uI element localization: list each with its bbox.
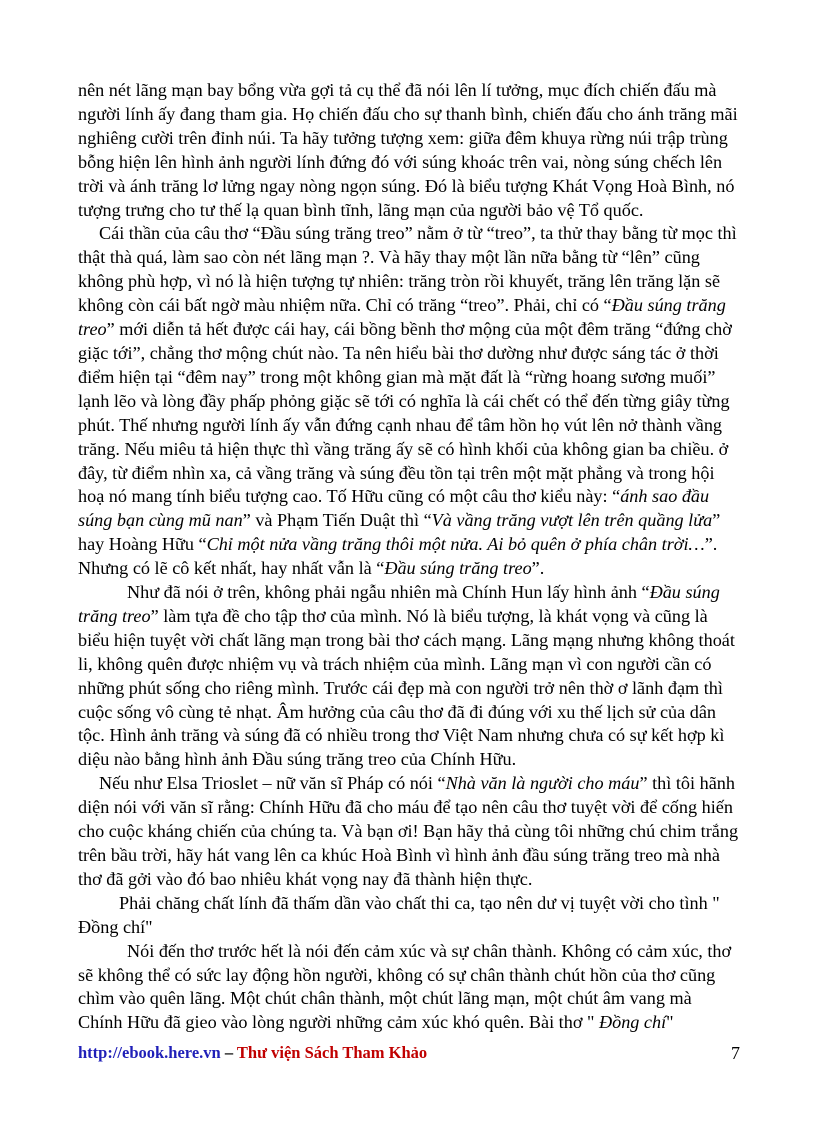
paragraph — [78, 581, 740, 772]
text-run: ” thì tôi hãnh diện nói với văn sĩ rằng: Chính Hữu đã cho máu để tạo nên câu thơ tuyệt vời để cống hiến cho cuộc kháng chiến của chúng ta. Và bạn ơi! Bạn hãy thả cùng tôi những chú chim trắng trên bầu trời, hãy hát vang lên ca khúc Hoà Bình vì hình ảnh đầu súng trăng treo mà nhà thơ đã gởi vào đó bao nhiêu khát vọng nay đã thành hiện thực. — [78, 773, 739, 889]
text-run: ”. Nhưng có lẽ cô kết nhất, hay nhất vẫn là “ — [78, 534, 718, 579]
text-run: Cái thần của câu thơ “Đầu súng trăng treo” nằm ở từ “treo”, ta thử thay bằng từ mọc thì thật thà quá, làm sao còn nét lãng mạn ?. Và hãy thay một lần nữa bằng từ “lên” cũng không phù hợp, vì nó là hiện tượng tự nhiên: trăng tròn rồi khuyết, trăng lên trăng lặn sẽ không còn cái bất ngờ màu nhiệm nữa. Chỉ có trăng “treo”. Phải, chỉ có “ — [78, 223, 737, 316]
italic-quote: Đầu súng trăng treo — [78, 582, 720, 626]
italic-quote: Đồng chí — [598, 1012, 667, 1033]
paragraph — [78, 940, 740, 1036]
text-run: nên nét lãng mạn bay bổng vừa gợi tả cụ thể đã nói lên lí tưởng, mục đích chiến đấu mà người lính ấy đang tham gia. Họ chiến đấu cho sự thanh bình, chiến đấu cho ánh trăng mãi nghiêng cười trên đỉnh núi. Ta hãy tưởng tượng xem: giữa đêm khuya rừng núi trập trùng bỗng hiện lên hình ảnh người lính đứng đó với súng khoác trên vai, nòng súng chếch lên trời và ánh trăng lơ lửng ngay nòng ngọn súng. Đó là biểu tượng Khát Vọng Hoà Bình, nó tượng trưng cho tư thế lạ quan bình tĩnh, lãng mạn của người bảo vệ Tổ quốc. — [78, 80, 738, 220]
text-run: ” hay Hoàng Hữu “ — [78, 510, 721, 555]
text-run: Nói đến thơ trước hết là nói đến cảm xúc và sự chân thành. Không có cảm xúc, thơ sẽ không thể có sức lay động hồn người, không có sự chân thành chút hồn của thơ cũng chìm vào quên lãng. Một chút chân thành, một chút lãng mạn, một chút âm vang mà Chính Hữu đã gieo vào lòng người những cảm xúc khó quên. Bài thơ " — [78, 940, 732, 1033]
paragraph — [78, 892, 740, 940]
italic-quote: Nhà văn là người cho máu — [445, 773, 640, 794]
text-run: Phải chăng chất lính đã thấm dần vào chất thi ca, tạo nên dư vị tuyệt vời cho tình " Đồng chí" — [78, 892, 720, 937]
italic-quote: Đầu súng trăng treo — [384, 558, 532, 579]
paragraph — [78, 222, 740, 581]
italic-quote: ánh sao đầu súng bạn cùng mũ nan — [78, 486, 710, 531]
page-number: 7 — [731, 1043, 740, 1063]
page-footer — [78, 1043, 740, 1067]
footer-separator: – — [220, 1043, 237, 1062]
text-run: Nếu như Elsa Trioslet – nữ văn sĩ Pháp có nói “ — [99, 773, 446, 794]
text-run: Như đã nói ở trên, không phải ngẫu nhiên mà Chính Hun lấy hình ảnh “ — [127, 582, 650, 603]
footer-library-name: Thư viện Sách Tham Khảo — [236, 1043, 428, 1062]
body-text — [78, 79, 740, 1035]
italic-quote: Chỉ một nửa vầng trăng thôi một nửa. Ai bỏ quên ở phía chân trời… — [206, 534, 705, 555]
text-run: ” và Phạm Tiến Duật thì “ — [242, 510, 432, 531]
italic-quote: Và vầng trăng vượt lên trên quầng lửa — [431, 510, 713, 531]
text-run: ”. — [531, 558, 545, 579]
text-run: ” làm tựa đề cho tập thơ của mình. Nó là biểu tượng, là khát vọng và cũng là biểu hiện tuyệt vời chất lãng mạn trong bài thơ cách mạng. Lãng mạng nhưng không thoát li, không quên được nhiệm vụ và trách nhiệm của mình. Lãng mạn vì con người cần có những phút sống cho riêng mình. Trước cái đẹp mà con người trở nên thờ ơ lãnh đạm thì cuộc sống vô cùng tẻ nhạt. Âm hưởng của câu thơ đã đi đúng với xu thế lịch sử của dân tộc. Hình ảnh trăng và súng đã có nhiều trong thơ Việt Nam nhưng chưa có sự kết hợp kì diệu nào bằng hình ảnh Đầu súng trăng treo của Chính Hữu. — [78, 605, 735, 770]
text-run: " — [666, 1012, 674, 1033]
italic-quote: Đầu súng trăng treo — [78, 295, 726, 340]
paragraph — [78, 79, 740, 222]
text-run: ” mới diễn tả hết được cái hay, cái bồng bềnh thơ mộng của một đêm trăng “đứng chờ giặc tới”, chẳng thơ mộng chút nào. Ta nên hiểu bài thơ dường như được sáng tác ở thời điểm hiện tại “đêm nay” trong một không gian mà mặt đất là “rừng hoang sương muối” lạnh lẽo và lòng đầy phấp phỏng giặc sẽ tới có nghĩa là cái chết có thể đến từng giây từng phút. Thế nhưng người lính ấy vẫn đứng cạnh nhau để tâm hồn họ vút lên nở thành vầng trăng. Nếu miêu tả hiện thực thì vầng trăng ấy sẽ có hình khối của không gian ba chiều. ở đây, từ điểm nhìn xa, cả vầng trăng và súng đều tồn tại trên một mặt phẳng và trong hội hoạ nó mang tính biểu tượng cao. Tố Hữu cũng có một câu thơ kiểu này: “ — [78, 319, 732, 507]
paragraph — [78, 772, 740, 892]
footer-link[interactable]: http://ebook.here.vn — [78, 1043, 221, 1062]
